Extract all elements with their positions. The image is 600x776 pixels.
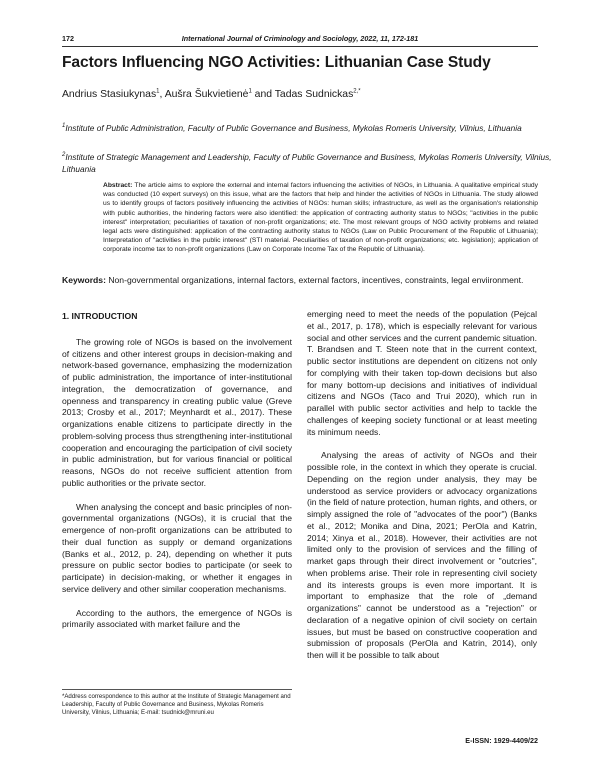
- footnote-divider: [62, 689, 292, 690]
- author-affiliation-mark: 2,*: [353, 88, 361, 95]
- affiliation-mark: 2: [62, 152, 66, 159]
- affiliation-mark: 1: [62, 123, 66, 130]
- author-separator: ,: [159, 89, 165, 100]
- right-column: [307, 309, 537, 674]
- issn-footer: E-ISSN: 1929-4409/22: [465, 736, 538, 745]
- running-header: [62, 34, 538, 47]
- keywords-label: Keywords:: [62, 275, 106, 285]
- paragraph: emerging need to meet the needs of the population (Pejcal et al., 2017, p. 178), which is especially relevant for various social and other services and the current pandemic situation. T. Brandsen and T. Steen note that in the current context, public sector institutions are dependent on citizens not only for complying with their taken top-down decisions but also for many bottom-up decisions and initiatives of individual citizens and NGOs (Taco and Trui 2020), which run in parallel with public sector activities and help to tackle the challenges of keeping society functional or at least meeting its minimum needs.: [307, 309, 537, 437]
- correspondence-footnote: *Address correspondence to this author at the Institute of Strategic Management and Leadership, Faculty of Public Governance and Business, Mykolas Romeris University, Vilnius, Lithuania; E-mail: tsudnick@mruni.eu: [62, 693, 291, 716]
- article-title: Factors Influencing NGO Activities: Lithuanian Case Study: [62, 54, 491, 71]
- author-separator: and: [251, 89, 275, 100]
- abstract-text: The article aims to explore the external and internal factors influencing the activities of NGOs, in Lithuania. A qualitative empirical study was conducted (10 expert surveys) on this issue, what are the factors that help and hinder the activities of NGOs in Lithuania. The study allowed us to identify groups of factors positively influencing the activities of NGOs: human skills; infrastructure, as well as the organisation's relationship with public authorities, the hindering factors were also identified: the application of contracting authority status to NGOs; "activities in the public interest" interpretation; peculiarities of taxation of non-profit organizations; etc. The most relevant groups of NGO activity problems and related legal acts were distinguished: application of the contracting authority status to NGOs (Law on Public Procurement of the Republic of Lithuania); Interpretation of "activities in the public interest" (STI material. Peculiarities of taxation of non-profit organizations; etc. legislation); application of corporate income tax to non-profit organizations (Law on Corporate Income Tax of the Republic of Lithuania).: [103, 182, 538, 254]
- paragraph: Analysing the areas of activity of NGOs and their possible role, in the context in which they operate is crucial. Depending on the region under analysis, they may be understood as service providers or advocacy organizations (in the field of nature protection, human rights, and others, or simply assigned the role of "advocates of the poor") (Banks et al., 2012; Monika and Dina, 2021; PerOla and Katrin, 2014; Xinya et al., 2018). However, their activities are not limited only to the provision of services and the filling of market gaps through their direct involvement or "outcries", when problems arise. Their role in representing civil society and its interests groups is even more important. It is important to emphasize that the role of „demand organizations" cannot be understood as a "rejection" or declaration of a negative opinion of civil society on certain issues, but must be based on constructive cooperation and submission of proposals (PerOla and Katrin, 2014), only then will it be possible to talk about: [307, 450, 537, 660]
- author-affiliation-mark: 1: [156, 88, 160, 95]
- author-name: Andrius Stasiukynas: [62, 89, 157, 100]
- paragraph: When analysing the concept and basic principles of non-governmental organizations (NGOs), it is crucial that the emergence of non-profit organizations can be attributed to their dual function as supply or demand organizations (Banks et al., 2012, p. 24), depending on whether it puts pressure on public sector bodies to participate (or seek to participate) in decision-making, or whether it engages in service delivery and other similar cooperation mechanisms.: [62, 501, 292, 594]
- affiliation-text: Institute of Strategic Management and Leadership, Faculty of Public Governance and Business, Mykolas Romeris University, Vilnius, Lithuania: [62, 152, 552, 174]
- left-column: [62, 311, 292, 643]
- section-heading: 1. INTRODUCTION: [62, 311, 138, 321]
- author-name: Aušra Šukvietienė: [164, 89, 249, 100]
- affiliation-1: [62, 122, 560, 134]
- author-name: Tadas Sudnickas: [274, 89, 354, 100]
- paragraph: The growing role of NGOs is based on the involvement of citizens and other interest groups in decision-making and network-based governance, emphasizing the modernization of public administration, the importance of inter-institutional integration, the democratization of governance, and openness and transparency in creating public value (Greve 2013; Crosby et al., 2017; Meynhardt et al., 2017). These organizations enable citizens to participate directly in the problem-solving process thus strengthening inter-institutional cooperation and encouraging the participation of civil society in public administration, but for various financial or political reasons, NGOs do not receive sufficient attention from public authorities or the private sector.: [62, 336, 292, 488]
- author-affiliation-mark: 1: [248, 88, 252, 95]
- author-list: [62, 89, 560, 100]
- journal-citation: International Journal of Criminology and Sociology, 2022, 11, 172-181: [181, 34, 419, 43]
- abstract: [103, 181, 538, 255]
- abstract-label: Abstract:: [103, 182, 133, 189]
- affiliation-2: [62, 151, 560, 175]
- keywords: [62, 275, 538, 287]
- page-number: 172: [62, 34, 74, 43]
- paragraph: According to the authors, the emergence of NGOs is primarily associated with market failure and the: [62, 607, 292, 630]
- affiliation-text: Institute of Public Administration, Faculty of Public Governance and Business, Mykolas Romeris University, Vilnius, Lithuania: [65, 123, 522, 133]
- keywords-text: Non-governmental organizations, internal factors, external factors, incentives, constraints, legal enviironment.: [105, 275, 524, 285]
